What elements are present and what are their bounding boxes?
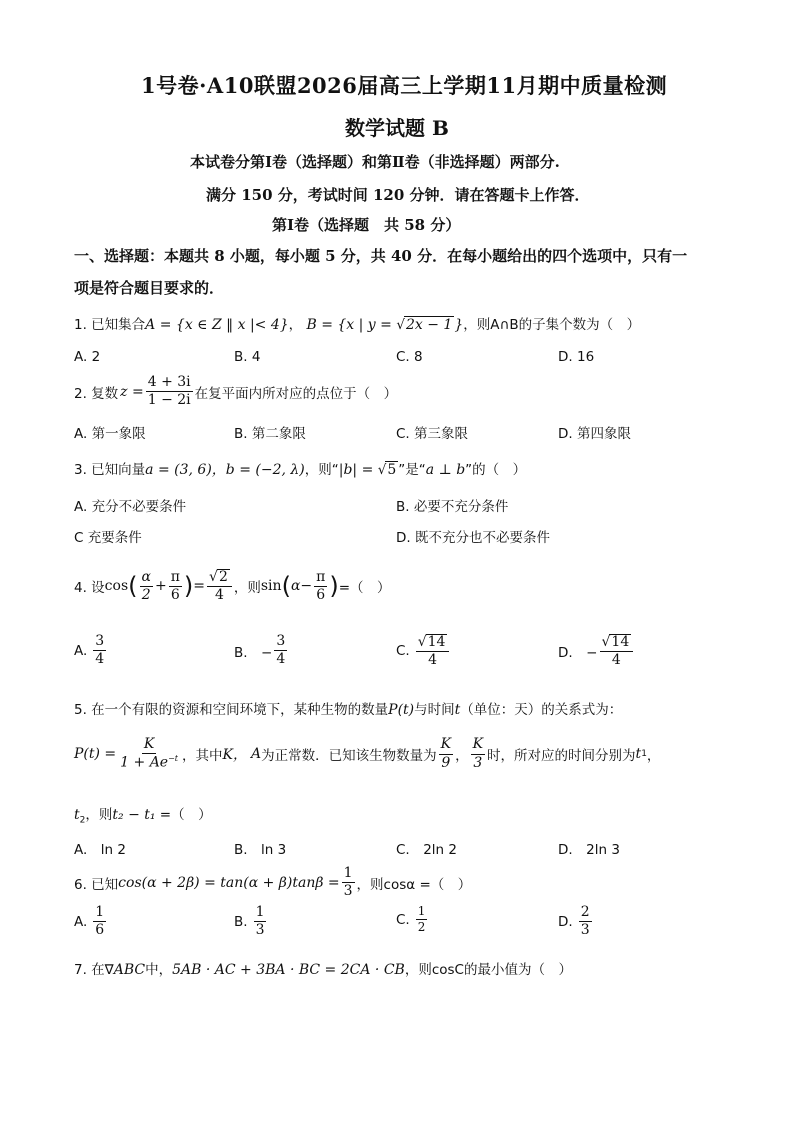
q4-minus: −: [300, 578, 313, 595]
q1-option-d[interactable]: D. 16: [558, 349, 595, 365]
q4-six: 6: [170, 586, 180, 603]
question-1: 1. 已知集合A = {x ∈ Z ‖ x |< 4}， B = {x | y = √2x − 1 }，则A∩B的子集个数为（ ）: [74, 317, 641, 333]
q6-frac: [342, 866, 355, 900]
q1-option-a[interactable]: A. 2: [74, 349, 101, 365]
q6-option-b[interactable]: [234, 905, 268, 939]
q4-six-2: 6: [316, 586, 326, 603]
q5-then: ，则: [85, 807, 113, 823]
q3-option-a[interactable]: A. 充分不必要条件: [74, 499, 187, 515]
q4-opt-b-frac: [274, 634, 287, 668]
q5-text-3: （单位：天）的关系式为：: [460, 702, 623, 718]
q5-t1-sub: 1: [641, 749, 647, 760]
q4-alpha-2: α: [290, 578, 301, 595]
q3-is: ”是“: [398, 462, 426, 478]
q4-opt-a-den: 4: [95, 651, 105, 668]
q5-exp: −t: [168, 754, 179, 764]
q4-opt-c-num: 14: [427, 634, 446, 650]
q5-text-4: ，其中: [182, 748, 223, 765]
q6-opt-c-label: C.: [396, 911, 410, 928]
q4-opt-c-label: C.: [396, 643, 410, 660]
q3-prefix: 3. 已知向量: [74, 462, 146, 478]
q5-k9-den: 9: [441, 754, 451, 771]
subject-title: 数学试题 B: [345, 116, 449, 140]
q1-option-c[interactable]: C. 8: [396, 349, 423, 365]
question-2: [74, 375, 397, 409]
q7-prefix: 7. 在∇: [74, 962, 114, 978]
q5-den: 1 + Ae: [120, 755, 169, 772]
q5-formula-frac: [118, 737, 180, 771]
q7-mid: 中，: [145, 962, 173, 978]
question-7: [74, 958, 572, 978]
q5-k: K: [142, 737, 156, 754]
q7-abc: ABC: [113, 962, 146, 978]
q4-opt-c-frac: [416, 634, 450, 669]
q6-expr: cos(α + 2β) = tan(α + β)tanβ =: [118, 874, 340, 891]
q4-sin: sin: [260, 578, 282, 595]
q5-text-1: 5. 在一个有限的资源和空间环境下，某种生物的数量: [74, 702, 389, 718]
q4-frac-pi: [169, 570, 182, 604]
q6-den: 3: [343, 883, 353, 900]
q5-text-2: 与时间: [414, 702, 455, 718]
q5-k3-num: K: [471, 737, 485, 754]
q6-option-c[interactable]: [396, 905, 429, 934]
instruction-line-1: 本试卷分第Ⅰ卷（选择题）和第Ⅱ卷（非选择题）两部分.: [190, 153, 560, 171]
q4-opt-d-den: 4: [611, 652, 621, 669]
q5-option-d[interactable]: D. 2ln 3: [558, 842, 620, 858]
q2-numerator: 4 + 3i: [146, 375, 193, 392]
paren-open: (: [128, 572, 138, 601]
sqrt-sign: √: [209, 569, 218, 585]
q6-opt-a-num: 1: [93, 905, 106, 922]
question-3: [74, 458, 526, 479]
q2-fraction: [146, 375, 193, 409]
q6-num: 1: [342, 866, 355, 883]
q3-sqrt5: 5: [387, 462, 397, 478]
q5-option-c[interactable]: C. 2ln 2: [396, 842, 457, 858]
q4-option-a[interactable]: [74, 634, 108, 668]
q5-k9: [439, 737, 453, 771]
q1-tail: ，则A∩B的子集个数为（ ）: [463, 317, 641, 333]
q4-opt-c-den: 4: [428, 652, 438, 669]
q6-opt-c-den: 2: [417, 920, 426, 935]
q4-frac-sqrt2: [207, 569, 232, 604]
q6-opt-c-num: 1: [416, 905, 428, 920]
q6-option-d[interactable]: [558, 905, 594, 939]
q4-four: 4: [214, 587, 224, 604]
q5-diff: t₂ − t₁: [112, 807, 156, 823]
q2-denominator: 1 − 2i: [147, 392, 191, 409]
q1-sqrt-content: 2x − 1: [405, 317, 453, 333]
q4-pi: π: [169, 570, 182, 587]
q4-sqrt2: 2: [218, 569, 228, 585]
q4-plus: +: [154, 578, 167, 595]
q6-tail: ，则cosα =（ ）: [356, 876, 472, 893]
q4-opt-a-num: 3: [93, 634, 106, 651]
q5-t: t: [454, 702, 461, 718]
q3-mid: ，则“: [304, 462, 339, 478]
q2-option-d[interactable]: D. 第四象限: [558, 426, 631, 442]
q4-opt-b-den: 4: [276, 651, 286, 668]
q4-two: 2: [141, 586, 151, 603]
q4-option-b[interactable]: [234, 634, 289, 668]
q6-option-a[interactable]: [74, 905, 108, 939]
q1-set-b: B = {x | y =: [306, 317, 397, 333]
q4-option-c[interactable]: [396, 634, 451, 669]
q3-vector-b: b = (−2, λ): [225, 462, 305, 478]
q5-text-6: 时，所对应的时间分别为: [487, 748, 636, 765]
q5-pt-eq: P(t) =: [74, 746, 117, 763]
q1-option-b[interactable]: B. 4: [234, 349, 261, 365]
q3-tail: ”的（ ）: [465, 462, 527, 478]
sqrt-sign: √: [417, 634, 427, 650]
sqrt-sign: √: [396, 317, 405, 333]
question-6: [74, 866, 471, 900]
q6-opt-d-frac: [579, 905, 592, 939]
q4-opt-d-frac: [600, 634, 634, 669]
q6-opt-c-frac: [416, 905, 428, 934]
q2-option-a[interactable]: A. 第一象限: [74, 426, 146, 442]
q4-prefix: 4. 设: [74, 580, 105, 597]
q5-comma-2: ，: [646, 748, 661, 765]
section-heading-line-2: 项是符合题目要求的．: [74, 279, 225, 297]
q3-option-d[interactable]: D. 既不充分也不必要条件: [396, 530, 550, 546]
paren-close: ): [183, 572, 194, 601]
q5-t2: t: [74, 807, 80, 823]
q5-k3-den: 3: [473, 754, 483, 771]
q3-perp: a ⊥ b: [425, 462, 466, 478]
q2-z-eq: z =: [120, 383, 144, 400]
q2-option-c[interactable]: C. 第三象限: [396, 426, 469, 442]
q4-eq: =: [193, 578, 206, 595]
q4-option-d[interactable]: [558, 634, 635, 669]
q6-opt-d-den: 3: [580, 922, 590, 939]
q5-comma: ，: [455, 748, 469, 765]
paren-close: ): [329, 572, 339, 601]
paren-open: (: [281, 572, 291, 601]
sqrt-sign: √: [601, 634, 611, 650]
q5-tail: =（ ）: [155, 807, 212, 823]
q5-t2-sub: 2: [79, 815, 86, 826]
q5-a: A: [250, 746, 262, 763]
question-4: [74, 569, 391, 604]
q4-cos: cos: [104, 578, 129, 595]
q7-tail: ，则cosC的最小值为（ ）: [404, 962, 572, 978]
q2-prefix: 2. 复数: [74, 385, 119, 402]
q4-tail: =（ ）: [338, 580, 391, 597]
q6-opt-b-frac: [254, 905, 267, 939]
q6-opt-b-num: 1: [254, 905, 267, 922]
q4-frac-pi-2: [314, 570, 327, 604]
q6-opt-b-label: B.: [234, 913, 248, 930]
q3-vector-a: a = (3, 6)，: [145, 462, 226, 478]
q4-frac-alpha: [140, 570, 153, 604]
q6-prefix: 6. 已知: [74, 876, 119, 893]
q4-opt-a-frac: [93, 634, 106, 668]
q7-expr: 5AB · AC + 3BA · BC = 2CA · CB: [172, 962, 405, 978]
q3-option-c[interactable]: C 充要条件: [74, 530, 142, 546]
q5-k3: [471, 737, 485, 771]
sqrt-sign: √: [377, 462, 387, 478]
part-one-heading: 第Ⅰ卷（选择题 共 58 分）: [272, 216, 461, 234]
q4-then: ，则: [233, 580, 261, 597]
q6-opt-d-label: D.: [558, 913, 573, 930]
q4-pi-2: π: [314, 570, 327, 587]
q4-opt-a-label: A.: [74, 642, 88, 659]
q2-tail: 在复平面内所对应的点位于（ ）: [194, 385, 398, 402]
q5-option-a[interactable]: A. ln 2: [74, 842, 126, 858]
q6-opt-a-label: A.: [74, 913, 88, 930]
exam-title: 1号卷·A10联盟2026届高三上学期11月期中质量检测: [141, 73, 668, 98]
q4-opt-d-num: 14: [611, 634, 630, 650]
q5-text-5: 为正常数．已知该生物数量为: [261, 748, 437, 765]
section-heading-line-1: 一、选择题：本题共 8 小题，每小题 5 分，共 40 分．在每小题给出的四个选项中，只有一: [74, 247, 688, 265]
q1-set-b-close: }: [454, 317, 464, 333]
q5-k-const: K，: [222, 747, 247, 764]
q5-pt: P(t): [388, 702, 415, 718]
q4-opt-d-label: D. −: [558, 645, 598, 662]
q5-option-b[interactable]: B. ln 3: [234, 842, 287, 858]
instruction-line-2: 满分 150 分，考试时间 120 分钟．请在答题卡上作答．: [206, 186, 590, 204]
q4-opt-b-num: 3: [274, 634, 287, 651]
q1-set-a: A = {x ∈ Z ‖ x |< 4}: [145, 317, 289, 333]
q3-option-b[interactable]: B. 必要不充分条件: [396, 499, 509, 515]
q6-opt-d-num: 2: [579, 905, 592, 922]
q4-opt-b-label: B. −: [234, 644, 273, 661]
q5-t1: t: [635, 746, 642, 763]
q6-opt-b-den: 3: [255, 922, 265, 939]
q1-prefix: 1. 已知集合: [74, 317, 146, 333]
q4-alpha: α: [140, 570, 153, 587]
q2-option-b[interactable]: B. 第二象限: [234, 426, 306, 442]
q6-opt-a-den: 6: [95, 922, 105, 939]
q3-abs-b: |b| =: [338, 462, 378, 478]
q6-opt-a-frac: [93, 905, 106, 939]
question-5-line-2: [74, 737, 660, 771]
question-5-line-3: [74, 803, 212, 826]
q5-k9-num: K: [439, 737, 453, 754]
question-5-line-1: [74, 698, 622, 718]
